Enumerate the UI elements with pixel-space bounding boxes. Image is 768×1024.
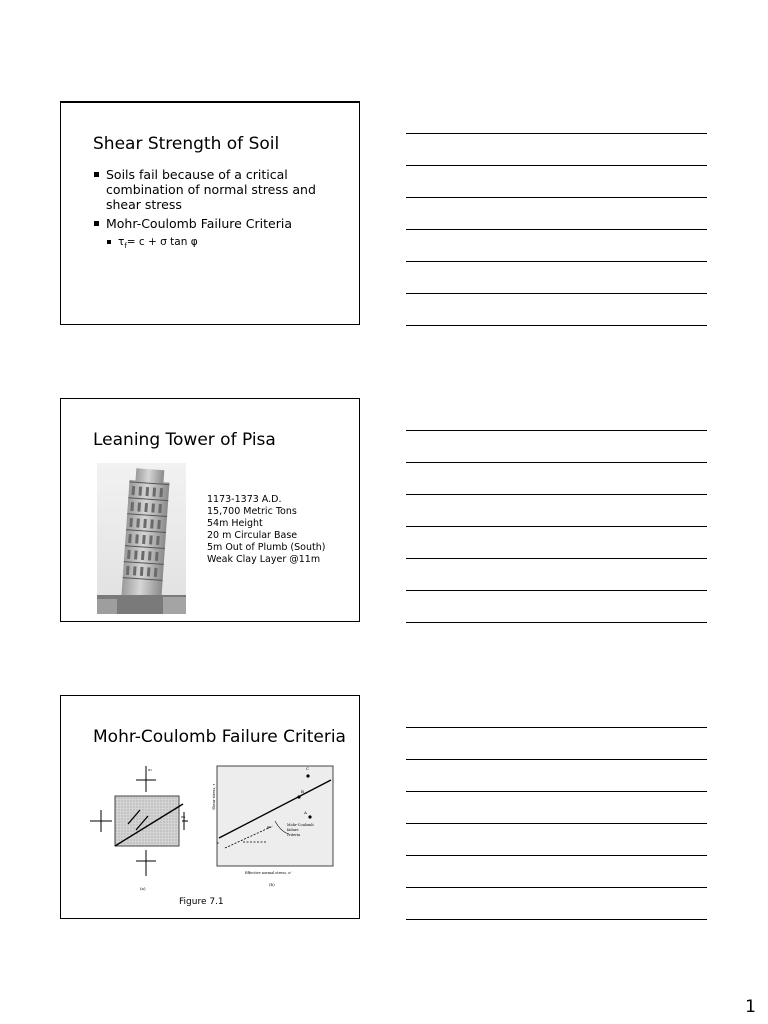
note-line	[406, 430, 707, 431]
formula-sub-bullet	[93, 235, 343, 253]
slide-leaning-tower	[60, 398, 360, 622]
svg-text:(b): (b)	[269, 882, 275, 887]
page-number: 1	[745, 997, 756, 1017]
fact-item: 5m Out of Plumb (South)	[207, 542, 326, 553]
svg-text:σ₃: σ₃	[181, 814, 186, 819]
svg-text:failure: failure	[287, 828, 299, 832]
note-line	[406, 293, 707, 294]
slide-title: Leaning Tower of Pisa	[93, 430, 276, 450]
note-line	[406, 229, 707, 230]
fact-item: 20 m Circular Base	[207, 530, 298, 541]
slide-title: Mohr-Coulomb Failure Criteria	[93, 727, 346, 747]
note-line	[406, 526, 707, 527]
note-line	[406, 197, 707, 198]
figure-caption: Figure 7.1	[179, 897, 224, 907]
bullet-item: Mohr-Coulomb Failure Criteria	[93, 216, 343, 231]
svg-text:c: c	[217, 840, 220, 845]
fact-item: Weak Clay Layer @11m	[207, 554, 321, 565]
note-line	[406, 494, 707, 495]
mohr-coulomb-envelope-plot	[211, 762, 335, 892]
svg-text:σ₁: σ₁	[148, 767, 153, 772]
formula-rest: = c + σ tan φ	[126, 236, 198, 248]
note-line	[406, 727, 707, 728]
note-line	[406, 855, 707, 856]
note-line	[406, 823, 707, 824]
note-line	[406, 133, 707, 134]
slide-mohr-coulomb	[60, 695, 360, 919]
svg-text:φ: φ	[267, 824, 270, 829]
formula-tau: τ	[118, 236, 125, 248]
note-line	[406, 325, 707, 326]
slide-title: Shear Strength of Soil	[93, 134, 280, 154]
note-line	[406, 261, 707, 262]
note-line	[406, 791, 707, 792]
note-line	[406, 622, 707, 623]
formula-subscript: f	[124, 242, 127, 251]
note-line	[406, 887, 707, 888]
svg-text:(a): (a)	[140, 886, 146, 891]
fact-item: 1173-1373 A.D.	[207, 494, 282, 505]
note-line	[406, 590, 707, 591]
svg-text:Shear stress, τ: Shear stress, τ	[212, 783, 216, 810]
bullet-list	[93, 167, 343, 253]
svg-text:B: B	[301, 789, 304, 794]
svg-text:C: C	[306, 766, 310, 771]
fact-item: 15,700 Metric Tons	[207, 506, 297, 517]
note-line	[406, 462, 707, 463]
bullet-item: Soils fail because of a critical combination of normal stress and shear stress	[93, 167, 343, 212]
stress-element-diagram	[88, 764, 188, 894]
svg-text:A: A	[304, 810, 307, 815]
note-line	[406, 558, 707, 559]
slide-shear-strength	[60, 101, 360, 325]
tower-photo	[97, 463, 186, 614]
tower-facts-list	[207, 494, 325, 566]
fact-item: 54m Height	[207, 518, 263, 529]
note-line	[406, 759, 707, 760]
note-line	[406, 919, 707, 920]
svg-text:Mohr-Coulomb: Mohr-Coulomb	[287, 823, 314, 827]
svg-text:criteria: criteria	[287, 833, 301, 837]
note-line	[406, 165, 707, 166]
svg-text:Effective normal stress, σ': Effective normal stress, σ'	[245, 871, 292, 875]
